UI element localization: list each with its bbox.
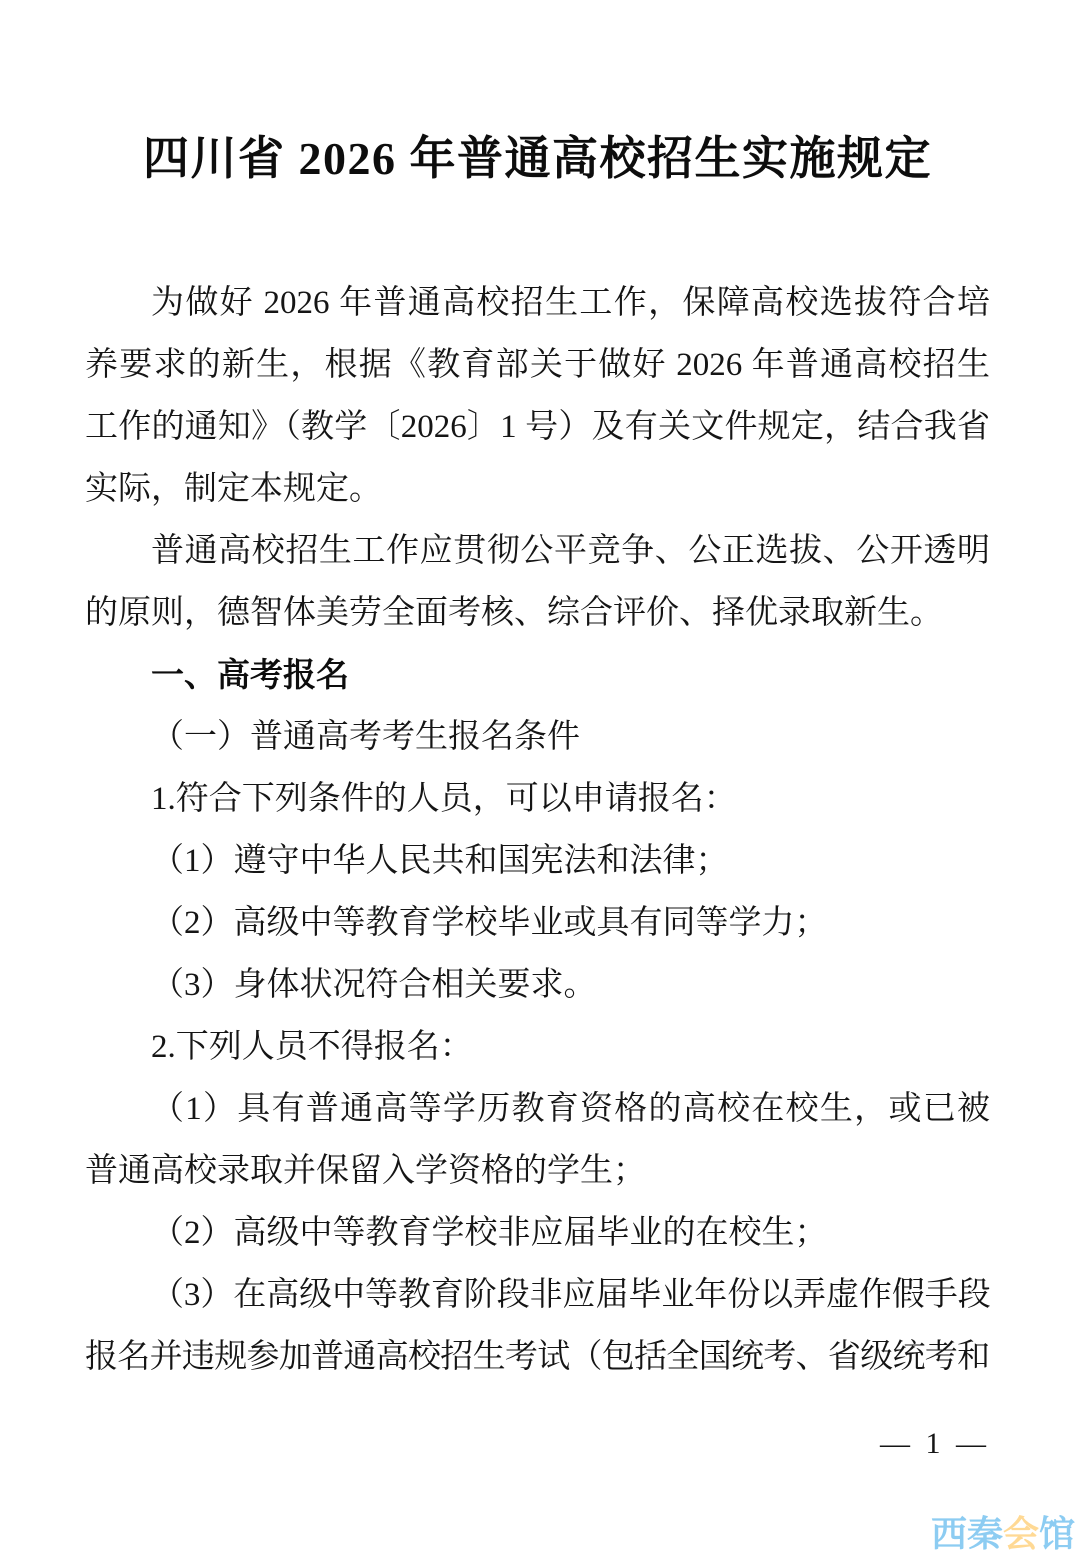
list-item: （2）高级中等教育学校毕业或具有同等学力；: [151, 905, 828, 941]
subsection-heading: （一）普通高考考生报名条件: [151, 719, 580, 755]
list-item: 1.符合下列条件的人员，可以申请报名：: [151, 781, 737, 817]
document-title: 四川省 2026 年普通高校招生实施规定: [143, 133, 932, 184]
watermark-char: 会: [1002, 1513, 1039, 1554]
list-item: （1）具有普通高等学历教育资格的高校在校生，或已被普通高校录取并保留入学资格的学生；: [85, 1091, 990, 1189]
watermark-char: 秦: [966, 1513, 1003, 1554]
document-text: [85, 272, 990, 1388]
list-item: （2）高级中等教育学校非应届毕业的在校生；: [151, 1215, 828, 1251]
page-number: — 1 —: [880, 1427, 990, 1460]
paragraph: 为做好 2026 年普通高校招生工作，保障高校选拔符合培养要求的新生，根据《教育部关于做好 2026 年普通高校招生工作的通知》（教学〔2026〕1 号）及有关文件规定，结合我省实际，制定本规定。: [85, 285, 990, 507]
section-heading: 一、高考报名: [151, 656, 349, 693]
watermark-char: 馆: [1038, 1513, 1075, 1554]
document-body: [85, 0, 990, 1388]
list-item: 2.下列人员不得报名：: [151, 1029, 473, 1065]
list-item: （1）遵守中华人民共和国宪法和法律；: [151, 843, 729, 879]
watermark-logo: [931, 1514, 1075, 1554]
list-item: （3）身体状况符合相关要求。: [151, 967, 597, 1003]
paragraph: 普通高校招生工作应贯彻公平竞争、公正选拔、公开透明的原则，德智体美劳全面考核、综合评价、择优录取新生。: [85, 533, 990, 631]
watermark-char: 西: [930, 1513, 967, 1554]
list-item: （3）在高级中等教育阶段非应届毕业年份以弄虚作假手段报名并违规参加普通高校招生考试（包括全国统考、省级统考和: [85, 1277, 990, 1375]
